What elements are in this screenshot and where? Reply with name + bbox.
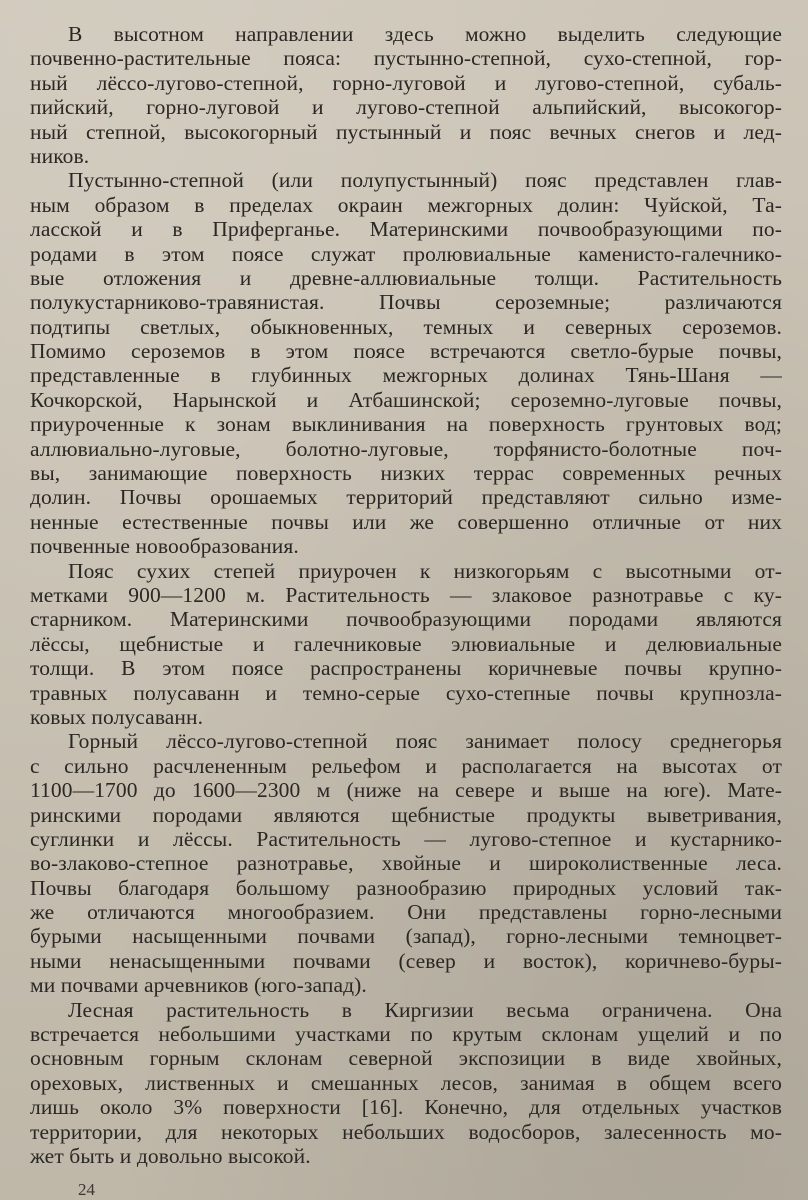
text-line: ковых полусаванн. <box>30 704 204 729</box>
paragraph <box>30 729 782 997</box>
text-line: ореховых, лиственных и смешанных лесов, занимая в общем всего <box>30 1070 782 1095</box>
text-line: Почвы благодаря большому разнообразию природных условий так- <box>30 875 782 900</box>
text-line: аллювиально-луговые, болотно-луговые, торфянисто-болотные поч- <box>30 436 782 461</box>
text-line: долин. Почвы орошаемых территорий представляют сильно изме- <box>30 485 782 510</box>
text-line: же отличаются многообразием. Они представлены горно-лесными <box>30 900 782 925</box>
text-line: В высотном направлении здесь можно выделить следующие <box>68 22 782 46</box>
paragraph <box>30 22 782 168</box>
text-line: Пустынно-степной (или полупустынный) пояс представлен глав- <box>68 168 782 193</box>
text-line: приуроченные к зонам выклинивания на поверхность грунтовых вод; <box>30 412 782 437</box>
text-line: вы, занимающие поверхность низких террас современных речных <box>30 461 782 486</box>
text-line: ный степной, высокогорный пустынный и пояс вечных снегов и лед- <box>30 119 782 144</box>
text-line: ников. <box>30 143 90 168</box>
text-line: вые отложения и древне-аллювиальные толщи. Растительность <box>30 265 782 290</box>
text-line: подтипы светлых, обыкновенных, темных и северных сероземов. <box>30 314 782 339</box>
text-line: Лесная растительность в Киргизии весьма ограничена. Она <box>68 997 782 1022</box>
text-line: бурыми насыщенными почвами (запад), горно-лесными темноцвет- <box>30 924 782 949</box>
text-line: Помимо сероземов в этом поясе встречаются светло-бурые почвы, <box>30 339 782 364</box>
text-line: полукустарниково-травянистая. Почвы сероземные; различаются <box>30 290 782 315</box>
text-line: толщи. В этом поясе распространены коричневые почвы крупно- <box>30 656 782 681</box>
paragraph <box>30 998 782 1169</box>
text-line: ненные естественные почвы или же совершенно отличные от них <box>30 509 782 534</box>
text-line: лёссы, щебнистые и галечниковые элювиальные и делювиальные <box>30 631 782 656</box>
text-line: жет быть и довольно высокой. <box>30 1143 311 1168</box>
text-line: представленные в глубинных межгорных долинах Тянь-Шаня — <box>30 363 782 388</box>
text-body <box>30 22 782 1168</box>
text-line: старником. Материнскими почвообразующими породами являются <box>30 607 782 632</box>
text-line: встречается небольшими участками по крутым склонам ущелий и по <box>30 1022 782 1047</box>
text-line: ными ненасыщенными почвами (север и восток), коричнево-буры- <box>30 948 782 973</box>
text-line: с сильно расчлененным рельефом и располагается на высотах от <box>30 753 782 778</box>
text-line: 1100—1700 до 1600—2300 м (ниже на севере и выше на юге). Мате- <box>30 778 782 803</box>
text-line: ласской и в Приферганье. Материнскими почвообразующими по- <box>30 217 782 242</box>
text-line: Кочкорской, Нарынской и Атбашинской; сероземно-луговые почвы, <box>30 387 782 412</box>
book-page <box>30 22 782 1199</box>
text-line: травных полусаванн и темно-серые сухо-степные почвы крупнозла- <box>30 680 782 705</box>
text-line: основным горным склонам северной экспозиции в виде хвойных, <box>30 1046 782 1071</box>
text-line: пийский, горно-луговой и лугово-степной альпийский, высокогор- <box>30 95 782 120</box>
text-line: ный лёссо-лугово-степной, горно-луговой и лугово-степной, субаль- <box>30 70 782 95</box>
text-line: родами в этом поясе служат пролювиальные каменисто-галечнико- <box>30 241 782 266</box>
text-line: территории, для некоторых небольших водосборов, залесенность мо- <box>30 1119 782 1144</box>
text-line: почвенные новообразования. <box>30 534 299 559</box>
text-line: Горный лёссо-лугово-степной пояс занимает полосу среднегорья <box>68 729 782 754</box>
text-line: во-злаково-степное разнотравье, хвойные и широколиственные леса. <box>30 851 782 876</box>
page-number: 24 <box>78 1180 95 1199</box>
text-line: суглинки и лёссы. Растительность — лугово-степное и кустарнико- <box>30 826 782 851</box>
text-line: лишь около 3% поверхности [16]. Конечно, для отдельных участков <box>30 1095 782 1120</box>
paragraph <box>30 168 782 558</box>
text-line: ринскими породами являются щебнистые продукты выветривания, <box>30 802 782 827</box>
text-line: метками 900—1200 м. Растительность — злаковое разнотравье с ку- <box>30 582 782 607</box>
text-line: Пояс сухих степей приурочен к низкогорьям с высотными от- <box>68 558 782 583</box>
paragraph <box>30 559 782 730</box>
text-line: ным образом в пределах окраин межгорных долин: Чуйской, Та- <box>30 192 782 217</box>
text-line: почвенно-растительные пояса: пустынно-степной, сухо-степной, гор- <box>30 46 782 71</box>
text-line: ми почвами арчевников (юго-запад). <box>30 973 367 998</box>
